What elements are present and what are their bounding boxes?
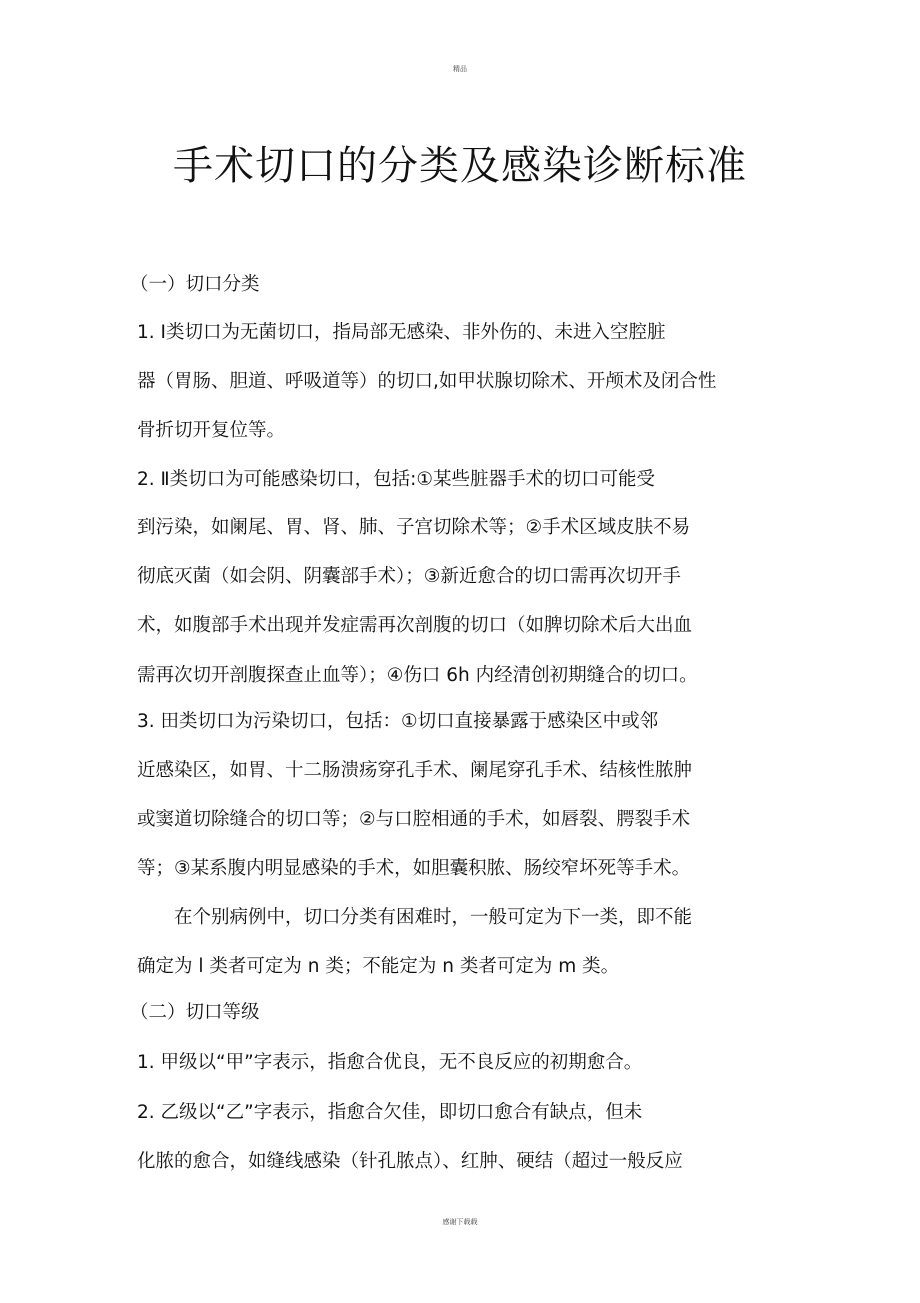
text-line: 化脓的愈合，如缝线感染（针孔脓点）、红肿、硬结（超过一般反应 <box>137 1151 683 1172</box>
text-line: 近感染区，如胃、十二肠溃疡穿孔手术、阑尾穿孔手术、结核性脓肿 <box>137 760 693 781</box>
text-line: 2. Ⅱ类切口为可能感染切口，包括:①某些脏器手术的切口可能受 <box>137 469 655 490</box>
text-line: 2. 乙级以“乙”字表示，指愈合欠佳，即切口愈合有缺点，但未 <box>137 1102 643 1123</box>
document-title: 手术切口的分类及感染诊断标准 <box>173 143 747 189</box>
text-line: 等；③某系腹内明显感染的手术，如胆囊积脓、肠绞窄坏死等手术。 <box>137 858 691 879</box>
text-line: 在个别病例中，切口分类有困难时，一般可定为下一类，即不能 <box>137 907 693 928</box>
text-line: 或窦道切除缝合的切口等；②与口腔相通的手术，如唇裂、腭裂手术 <box>137 809 691 830</box>
text-line: 器（胃肠、胆道、呼吸道等）的切口,如甲状腺切除术、开颅术及闭合性 <box>137 371 717 392</box>
text-line: 术，如腹部手术出现并发症需再次剖腹的切口（如脾切除术后大出血 <box>137 615 693 636</box>
text-line: 到污染，如阑尾、胃、肾、肺、子宫切除术等；②手术区域皮肤不易 <box>137 517 691 538</box>
text-line: 1. 甲级以“甲”字表示，指愈合优良，无不良反应的初期愈合。 <box>137 1052 643 1073</box>
text-line: 骨折切开复位等。 <box>137 420 286 441</box>
text-line: （二）切口等级 <box>130 1002 260 1023</box>
text-line: 需再次切开剖腹探查止血等）；④伤口 6h 内经清创初期缝合的切口。 <box>137 665 698 686</box>
page-header: 精品 <box>453 65 467 73</box>
page-footer: 感谢下载载 <box>442 1218 478 1226</box>
text-line: （一）切口分类 <box>130 274 260 295</box>
text-line: 3. 田类切口为污染切口，包括：①切口直接暴露于感染区中或邻 <box>137 711 659 732</box>
text-line: 彻底灭菌（如会阴、阴囊部手术）；③新近愈合的切口需再次切开手 <box>137 566 681 587</box>
text-line: 1. Ⅰ类切口为无菌切口，指局部无感染、非外伤的、未进入空腔脏 <box>137 322 666 343</box>
text-line: 确定为 l 类者可定为 n 类；不能定为 n 类者可定为 m 类。 <box>137 956 620 977</box>
